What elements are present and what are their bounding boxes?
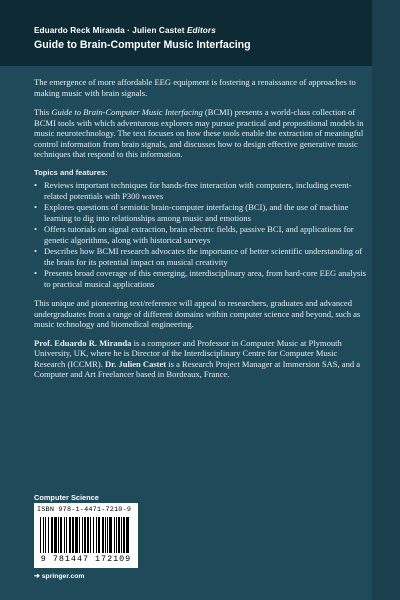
authors: Eduardo Reck Miranda · Julien Castet: [34, 26, 185, 35]
barcode-bar: [84, 517, 86, 553]
header-band: [0, 0, 372, 66]
barcode-bar: [107, 517, 108, 553]
barcode-bar: [121, 517, 122, 553]
barcode-bar: [72, 517, 74, 553]
barcode-bar: [45, 517, 46, 553]
bio2-name: Dr. Julien Castet: [104, 358, 167, 369]
barcode: [34, 503, 138, 568]
feature-text: Explores questions of semiotic brain-computer interfacing (BCI), and the use of machine learning to dig into relationships among music and emotions: [44, 202, 349, 223]
barcode-bar: [58, 517, 59, 553]
description-paragraph: [34, 107, 370, 160]
barcode-bar: [79, 517, 80, 553]
feature-item: [34, 224, 370, 245]
blurb: [34, 77, 370, 388]
feature-text: Reviews important techniques for hands-free interaction with computers, including event-related potentials with P300 waves: [44, 180, 352, 201]
barcode-bar: [102, 517, 104, 553]
barcode-bar: [109, 517, 112, 553]
barcode-bar: [48, 517, 49, 553]
bio2-text: is a Research Project Manager at Immersion SAS, and a Computer and Art Freelancer based in Bordeaux, France.: [34, 358, 361, 379]
feature-item: [34, 180, 370, 201]
barcode-bar: [114, 517, 115, 553]
barcode-bars: [40, 517, 132, 553]
feature-text: Describes how BCMI research advocates the importance of better scientific understanding of the brain for its potential impact on musical creativity: [44, 246, 363, 267]
barcode-bar: [126, 517, 129, 553]
feature-item: [34, 202, 370, 223]
barcode-bar: [60, 517, 62, 553]
barcode-bar: [96, 517, 97, 553]
authors-line: [34, 26, 216, 35]
barcode-bar: [116, 517, 117, 553]
springer-link: [34, 572, 84, 580]
description-title: Guide to Brain-Computer Music Interfacing: [51, 107, 203, 117]
springer-url: springer.com: [41, 573, 85, 580]
barcode-bar: [40, 517, 41, 553]
feature-text: Presents broad coverage of this emerging, interdisciplinary area, from hard-core EEG analysis to practical musical applications: [44, 268, 366, 289]
topics-heading: Topics and features:: [34, 167, 108, 177]
bullet-icon: •: [34, 180, 37, 190]
bio1-name: Prof. Eduardo R. Miranda: [34, 337, 132, 348]
feature-item: [34, 268, 370, 289]
closing-paragraph: This unique and pioneering text/reference will appeal to researchers, graduates and advanced undergraduates from a range of different domains within computer science and beyond, such as music technology and biomedical engineering.: [34, 298, 361, 329]
barcode-bar: [118, 517, 120, 553]
description-prefix: This: [34, 107, 52, 117]
spine-strip: [372, 0, 400, 600]
features-list: [34, 180, 370, 289]
feature-text: Offers tutorials on signal extraction, brain electric fields, passive BCI, and applications for genetic algorithms, along with historical surveys: [44, 224, 354, 245]
bullet-icon: •: [34, 224, 37, 234]
bio-paragraph: [34, 338, 370, 380]
description-rest: (BCMI) presents a world-class collection of BCMI tools with which adventurous explorers may pursue practical and propositional models in music neurotechnology. The text focuses on how these tools enable the extraction of meaningful control information from brain signals, and discusses how to design effective generative music techniques that respond to this information.: [34, 107, 364, 159]
barcode-bar: [75, 517, 78, 553]
isbn-text: ISBN 978-1-4471-7210-9: [37, 506, 132, 514]
barcode-bar: [43, 517, 44, 553]
barcode-bar: [105, 517, 106, 553]
barcode-number: 9 781447 172109: [40, 554, 132, 564]
barcode-bar: [64, 517, 65, 553]
barcode-bar: [87, 517, 89, 553]
bullet-icon: •: [34, 202, 37, 212]
book-title: Guide to Brain-Computer Music Interfacing: [34, 39, 251, 51]
barcode-bar: [66, 517, 67, 553]
arrow-icon: ➔: [34, 573, 40, 580]
bio1-text: is a composer and Professor in Computer Music at Plymouth University, UK, where he is Director of the Interdisciplinary Centre for Computer Music Research (ICCMR).: [34, 337, 342, 369]
barcode-bar: [123, 517, 125, 553]
bullet-icon: •: [34, 268, 37, 278]
feature-item: [34, 246, 370, 267]
barcode-bar: [98, 517, 100, 553]
barcode-bar: [90, 517, 91, 553]
barcode-bar: [82, 517, 83, 553]
bullet-icon: •: [34, 246, 37, 256]
intro-paragraph: The emergence of more affordable EEG equipment is fostering a renaissance of approaches to making music with brain signals.: [34, 77, 356, 98]
category-label: Computer Science: [34, 493, 99, 502]
barcode-bar: [69, 517, 71, 553]
barcode-bar: [54, 517, 57, 553]
barcode-bar: [51, 517, 53, 553]
barcode-bar: [93, 517, 94, 553]
editors-label: Editors: [186, 26, 216, 35]
